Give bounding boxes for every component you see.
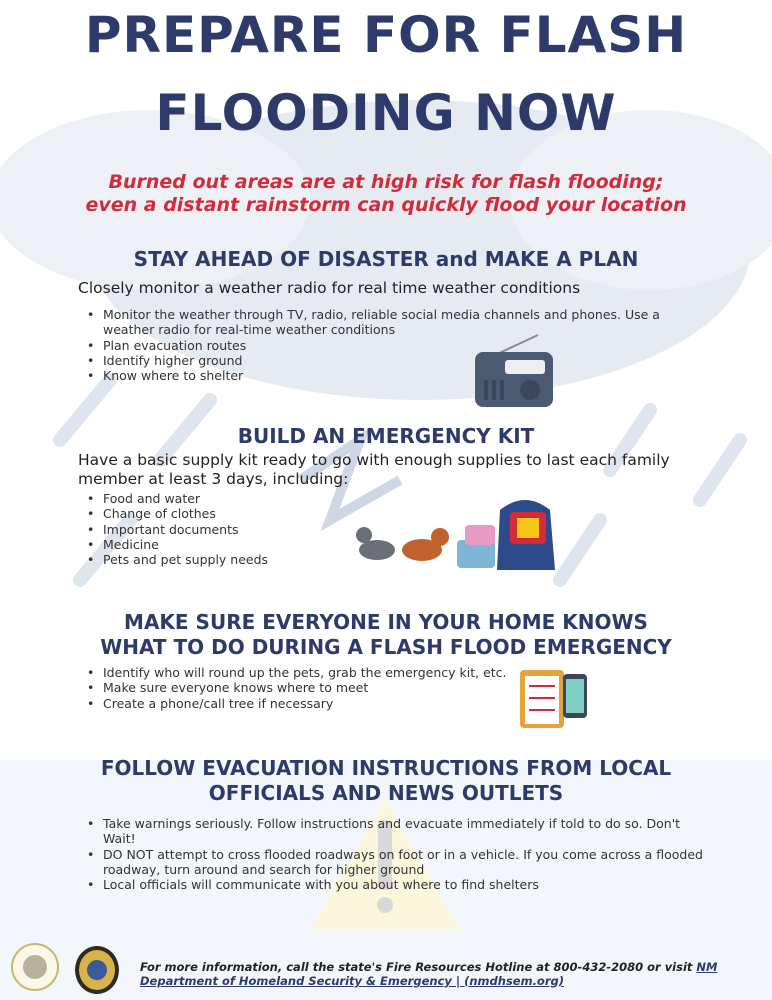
- heading-line: FOLLOW EVACUATION INSTRUCTIONS FROM LOCAL: [100, 756, 672, 780]
- heading-line: WHAT TO DO DURING A FLASH FLOOD EMERGENCY: [100, 635, 672, 659]
- subtitle-line-2: even a distant rainstorm can quickly flood your location: [85, 194, 687, 216]
- subtitle: [0, 171, 772, 217]
- list-item: • Important documents: [103, 522, 403, 537]
- list-item: • Identify higher ground: [103, 353, 683, 368]
- list-item: • Plan evacuation routes: [103, 338, 683, 353]
- title-line-1: PREPARE FOR FLASH: [84, 6, 688, 64]
- footer-info: [140, 960, 750, 988]
- pets-icon: [352, 515, 452, 570]
- list-item: • Local officials will communicate with you about where to find shelters: [103, 877, 703, 892]
- evacuation-list: [103, 816, 703, 892]
- radio-icon: [470, 330, 560, 410]
- section-heading-kit: BUILD AN EMERGENCY KIT: [237, 424, 535, 448]
- everyone-list: [103, 665, 523, 711]
- section-lead-plan: Closely monitor a weather radio for real time weather conditions: [78, 279, 581, 297]
- section-lead-kit: Have a basic supply kit ready to go with enough supplies to last each family member at least 3 days, including:: [78, 451, 670, 488]
- list-item: • Medicine: [103, 537, 403, 552]
- list-item: • Monitor the weather through TV, radio, reliable social media channels and phones. Use a weather radio for real-time weather conditions: [103, 307, 683, 338]
- section-heading-plan: STAY AHEAD OF DISASTER and MAKE A PLAN: [133, 247, 639, 271]
- list-item: • Food and water: [103, 491, 403, 506]
- section-heading-everyone: [0, 610, 772, 660]
- list-item: • Change of clothes: [103, 506, 403, 521]
- list-item: • Pets and pet supply needs: [103, 552, 403, 567]
- plan-list: [103, 307, 683, 383]
- clipboard-phone-icon: [515, 662, 595, 732]
- list-item: • Take warnings seriously. Follow instructions and evacuate immediately if told to do so. Don't Wait!: [103, 816, 703, 847]
- section-heading-evacuation: [0, 756, 772, 806]
- title-line-2: FLOODING NOW: [155, 84, 617, 142]
- subtitle-line-1: Burned out areas are at high risk for flash flooding;: [108, 171, 664, 193]
- state-seal-logo: [10, 942, 60, 992]
- heading-line: OFFICIALS AND NEWS OUTLETS: [208, 781, 564, 805]
- list-item: • Create a phone/call tree if necessary: [103, 696, 523, 711]
- footer-text: For more information, call the state's Fire Resources Hotline at 800-432-2080 or visit: [140, 960, 697, 974]
- heading-line: MAKE SURE EVERYONE IN YOUR HOME KNOWS: [124, 610, 648, 634]
- nmdhsem-link[interactable]: NM Department of Homeland Security & Emergency | (nmdhsem.org): [140, 960, 718, 988]
- list-item: • Know where to shelter: [103, 368, 683, 383]
- list-item: • Make sure everyone knows where to meet: [103, 680, 523, 695]
- list-item: • Identify who will round up the pets, grab the emergency kit, etc.: [103, 665, 523, 680]
- emergency-kit-backpack-icon: [455, 490, 565, 575]
- list-item: • DO NOT attempt to cross flooded roadways on foot or in a vehicle. If you come across a flooded roadway, turn around and search for higher ground: [103, 847, 703, 878]
- agency-seal-logo: [72, 944, 122, 996]
